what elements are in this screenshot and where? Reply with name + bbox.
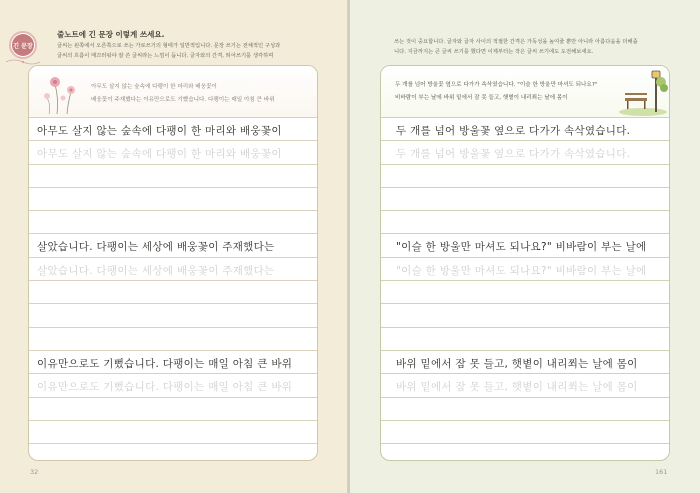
instruction-line: 니다. 지금까지는 큰 글씨 쓰기를 했다면 이제부터는 작은 글씨 쓰기에도 도전해보세요. (394, 49, 594, 55)
instruction-line: 글씨는 왼쪽에서 오른쪽으로 쓰는 가로쓰기의 형태가 일반적입니다. 문장 쓰기는 전체적인 구성과 (57, 43, 281, 49)
writing-line[interactable] (381, 140, 669, 163)
writing-panel (380, 65, 670, 461)
bench-lamp-illustration-icon (617, 68, 669, 116)
flower-illustration-icon (37, 70, 83, 116)
badge-label: 긴 문장 (12, 34, 34, 56)
writing-line[interactable] (381, 327, 669, 350)
writing-line[interactable] (29, 210, 317, 233)
writing-line[interactable] (381, 443, 669, 461)
writing-line[interactable] (29, 164, 317, 187)
lined-rows (381, 117, 669, 461)
trace-text: 아무도 살지 않는 숲속에 다팽이 한 마리와 배웅꽃이 (37, 148, 282, 161)
page-number: 161 (655, 468, 668, 476)
model-text: 이유만으로도 기뻤습니다. 다팽이는 매일 아침 큰 바위 (37, 357, 293, 370)
trace-text: 바위 밑에서 잠 못 들고, 햇볕이 내리쬐는 날에 몸이 (396, 381, 638, 394)
example-text (91, 81, 311, 107)
instruction-line: 쓰는 것이 중요합니다. 글자와 글자 사이의 적절한 간격은 가독성을 높여줄 뿐만 아니라 아름다움을 더해줍 (394, 39, 638, 45)
lined-rows (29, 117, 317, 461)
model-text: 바위 밑에서 잠 못 들고, 햇볕이 내리쬐는 날에 몸이 (396, 357, 638, 370)
page-number: 32 (30, 468, 39, 476)
writing-line[interactable] (29, 117, 317, 140)
instruction-line: 글씨의 흐름이 매끄러워야 잘 쓴 글씨라는 느낌이 듭니다. 글자와의 간격, 띄어쓰기를 생각하며 (57, 53, 274, 59)
badge (9, 31, 37, 59)
right-page (350, 0, 700, 493)
writing-line[interactable] (29, 420, 317, 443)
instructions (57, 41, 327, 61)
example-line: 비바람이 부는 날에 바위 밑에서 잠 못 들고, 햇볕이 내리쬐는 날에 몸이 (395, 95, 568, 101)
writing-line[interactable] (381, 257, 669, 280)
writing-panel (28, 65, 318, 461)
example-box (381, 66, 669, 117)
example-line: 아무도 살지 않는 숲속에 다팽이 한 마리와 배웅꽃이 (91, 84, 217, 90)
example-line: 두 개를 넘어 방울꽃 옆으로 다가가 속삭였습니다. "이슬 한 방울만 마셔도 되나요?" (395, 82, 598, 88)
writing-line[interactable] (381, 210, 669, 233)
instructions (394, 37, 674, 57)
writing-line[interactable] (29, 443, 317, 461)
writing-line[interactable] (29, 303, 317, 326)
writing-line[interactable] (381, 233, 669, 256)
writing-line[interactable] (381, 397, 669, 420)
trace-text: "이슬 한 방울만 마셔도 되나요?" 비바람이 부는 날에 (396, 264, 647, 277)
writing-line[interactable] (381, 187, 669, 210)
model-text: 살았습니다. 다팽이는 세상에 배웅꽃이 주재했다는 (37, 241, 275, 254)
writing-line[interactable] (29, 397, 317, 420)
writing-line[interactable] (29, 327, 317, 350)
writing-line[interactable] (381, 164, 669, 187)
writing-line[interactable] (381, 350, 669, 373)
writing-line[interactable] (381, 420, 669, 443)
example-box (29, 66, 317, 117)
writing-line[interactable] (29, 373, 317, 396)
writing-line[interactable] (29, 140, 317, 163)
writing-line[interactable] (381, 303, 669, 326)
writing-line[interactable] (29, 233, 317, 256)
page-title: 줄노트에 긴 문장 이렇게 쓰세요. (57, 30, 165, 39)
writing-line[interactable] (29, 350, 317, 373)
trace-text: 살았습니다. 다팽이는 세상에 배웅꽃이 주재했다는 (37, 264, 275, 277)
writing-line[interactable] (29, 257, 317, 280)
example-text (395, 79, 625, 105)
writing-line[interactable] (381, 373, 669, 396)
model-text: 두 개를 넘어 방울꽃 옆으로 다가가 속삭였습니다. (396, 125, 631, 137)
writing-line[interactable] (29, 280, 317, 303)
model-text: "이슬 한 방울만 마셔도 되나요?" 비바람이 부는 날에 (396, 241, 647, 254)
writing-line[interactable] (29, 187, 317, 210)
writing-line[interactable] (381, 280, 669, 303)
trace-text: 두 개를 넘어 방울꽃 옆으로 다가가 속삭였습니다. (396, 148, 631, 161)
writing-line[interactable] (381, 117, 669, 140)
trace-text: 이유만으로도 기뻤습니다. 다팽이는 매일 아침 큰 바위 (37, 381, 293, 394)
model-text: 아무도 살지 않는 숲속에 다팽이 한 마리와 배웅꽃이 (37, 125, 282, 137)
example-line: 배웅꽃이 주재했다는 이유만으로도 기뻤습니다. 다팽이는 매일 아침 큰 바위 (91, 97, 275, 103)
